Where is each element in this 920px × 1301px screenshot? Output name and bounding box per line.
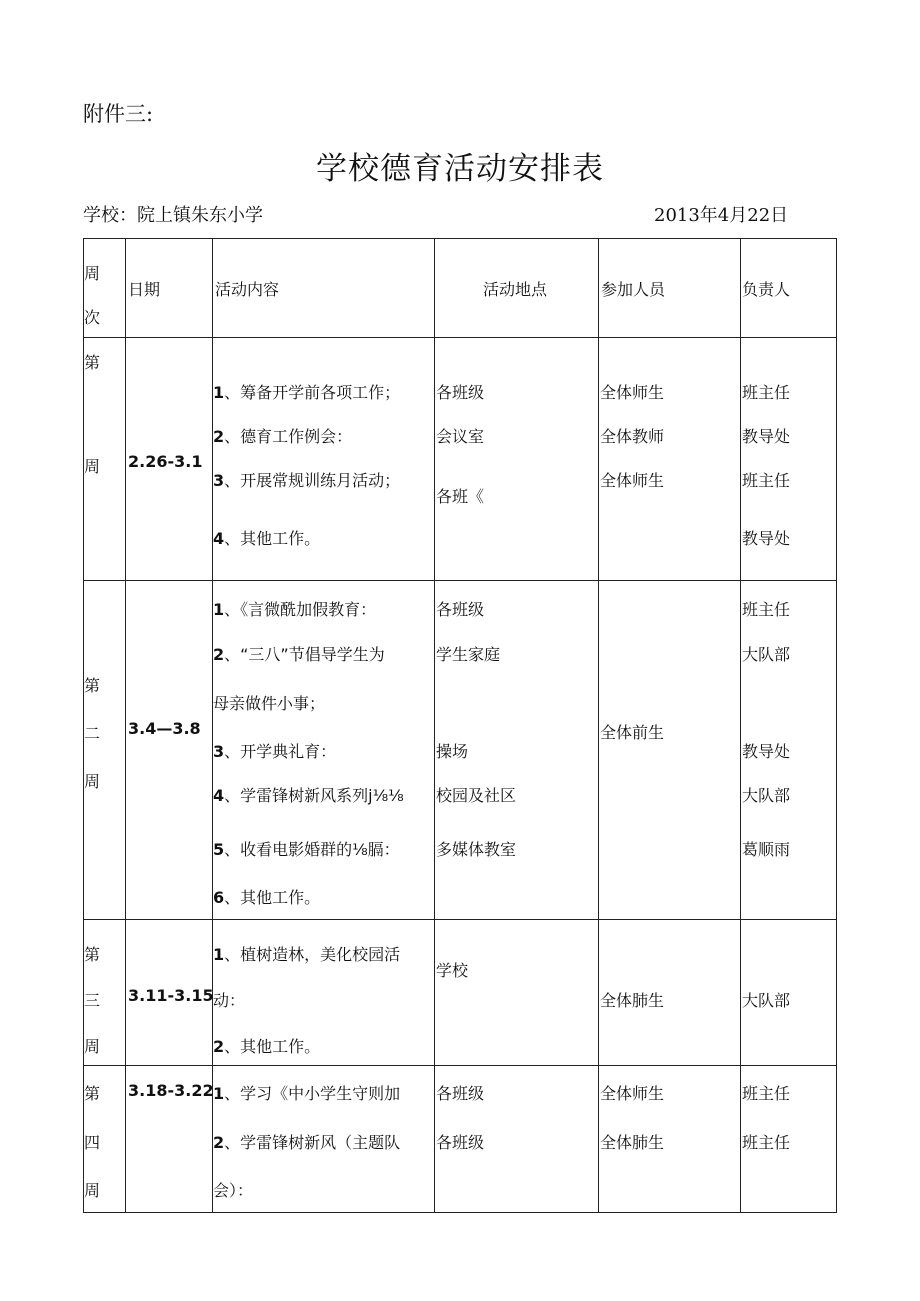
owner-line: 大队部: [742, 991, 791, 1010]
participants-line: 全体前生: [600, 723, 665, 742]
location-line: 学校: [436, 961, 469, 980]
week-char: 四: [84, 1133, 101, 1152]
owner-cell: [741, 338, 837, 581]
week-char: 周: [84, 1037, 101, 1056]
content-line: 4、其他工作。: [213, 529, 321, 548]
content-line: 1、学习《中小学生守则加: [213, 1084, 401, 1103]
content-line: 3、开学典礼育：: [213, 742, 337, 761]
attachment-label: 附件三:: [83, 102, 154, 126]
header-week: [84, 239, 126, 338]
owner-line: 大队部: [742, 786, 791, 805]
location-line: 各班级: [436, 383, 485, 402]
location-line: 各班级: [436, 1133, 485, 1152]
week-char: 周: [84, 772, 101, 791]
header-date-label: 日期: [128, 280, 161, 299]
participants-cell: [599, 920, 741, 1066]
week-cell: [84, 1066, 126, 1213]
location-cell: [435, 920, 599, 1066]
content-line: 4、学雷锋树新风系列j⅛⅛: [213, 786, 404, 805]
week-cell: [84, 581, 126, 920]
document-title: 学校德育活动安排表: [316, 151, 604, 187]
date-range: 3.4—3.8: [128, 719, 201, 738]
owner-line: 班主任: [742, 1084, 791, 1103]
week-char: 三: [84, 991, 101, 1010]
content-cell: [213, 1066, 435, 1213]
date-cell: [126, 920, 213, 1066]
content-line: 2、学雷锋树新风（主题队: [213, 1133, 401, 1152]
week-cell: [84, 920, 126, 1066]
week-char: 周: [84, 457, 101, 476]
content-cell: [213, 338, 435, 581]
content-line: 3、开展常规训练月活动；: [213, 471, 401, 490]
owner-line: 班主任: [742, 471, 791, 490]
header-participants-label: 参加人员: [601, 280, 666, 299]
participants-line: 全体肺生: [600, 1133, 665, 1152]
table-row: [84, 920, 837, 1066]
content-line: 母亲做件小事；: [213, 694, 326, 713]
header-content-label: 活动内容: [215, 280, 280, 299]
header-content: [213, 239, 435, 338]
participants-cell: [599, 1066, 741, 1213]
participants-line: 全体肺生: [600, 991, 665, 1010]
participants-line: 全体师生: [600, 1084, 665, 1103]
participants-line: 全体教师: [600, 427, 665, 446]
owner-cell: [741, 581, 837, 920]
table-row: [84, 1066, 837, 1213]
content-line: 5、收看电影婚群的⅛膈：: [213, 840, 400, 859]
week-char: 第: [84, 1084, 101, 1103]
week-char: 二: [84, 724, 101, 743]
content-line: 1、《言微酰加假教育：: [213, 600, 377, 619]
location-line: 各班级: [436, 600, 485, 619]
header-location: [435, 239, 599, 338]
owner-line: 班主任: [742, 383, 791, 402]
content-line: 2、其他工作。: [213, 1037, 321, 1056]
owner-line: 葛顺雨: [742, 840, 791, 859]
header-week-char: 周: [84, 264, 101, 283]
location-line: 校园及社区: [436, 786, 517, 805]
header-owner: [741, 239, 837, 338]
date-range: 3.18-3.22: [128, 1081, 214, 1100]
content-cell: [213, 920, 435, 1066]
week-char: 第: [84, 945, 101, 964]
week-char: 第: [84, 676, 101, 695]
header-participants: [599, 239, 741, 338]
owner-line: 教导处: [742, 742, 791, 761]
location-cell: [435, 581, 599, 920]
participants-cell: [599, 581, 741, 920]
content-line: 2、“三八”节倡导学生为: [213, 645, 385, 664]
location-line: 各班《: [436, 487, 485, 506]
date-cell: [126, 1066, 213, 1213]
owner-line: 班主任: [742, 600, 791, 619]
location-line: 多媒体教室: [436, 840, 517, 859]
participants-cell: [599, 338, 741, 581]
school-name: 学校：院上镇朱东小学: [83, 205, 263, 226]
date-cell: [126, 581, 213, 920]
location-line: 操场: [436, 742, 469, 761]
table-row: [84, 338, 837, 581]
content-line: 6、其他工作。: [213, 888, 321, 907]
owner-line: 教导处: [742, 529, 791, 548]
location-cell: [435, 1066, 599, 1213]
header-owner-label: 负责人: [742, 280, 791, 299]
location-line: 各班级: [436, 1084, 485, 1103]
date-range: 2.26-3.1: [128, 452, 203, 471]
content-cell: [213, 581, 435, 920]
week-cell: [84, 338, 126, 581]
week-char: 第: [84, 353, 101, 372]
date-cell: [126, 338, 213, 581]
participants-line: 全体师生: [600, 383, 665, 402]
owner-cell: [741, 920, 837, 1066]
document-date: 2013年4月22日: [654, 205, 789, 226]
content-line: 会）：: [213, 1181, 254, 1200]
location-line: 会议室: [436, 427, 485, 446]
date-range: 3.11-3.15: [128, 986, 214, 1005]
owner-line: 大队部: [742, 645, 791, 664]
header-row: [84, 239, 837, 338]
location-cell: [435, 338, 599, 581]
owner-cell: [741, 1066, 837, 1213]
owner-line: 教导处: [742, 427, 791, 446]
location-line: 学生家庭: [436, 645, 501, 664]
participants-line: 全体师生: [600, 471, 665, 490]
header-location-label: 活动地点: [483, 280, 548, 299]
activity-schedule-table: [83, 238, 837, 1213]
content-line: 1、植树造林，美化校园活: [213, 945, 401, 964]
content-line: 动：: [213, 991, 246, 1010]
table-row: [84, 581, 837, 920]
content-line: 2、德育工作例会：: [213, 427, 353, 446]
week-char: 周: [84, 1181, 101, 1200]
content-line: 1、筹备开学前各项工作；: [213, 383, 401, 402]
header-week-char: 次: [84, 308, 101, 327]
header-date: [126, 239, 213, 338]
owner-line: 班主任: [742, 1133, 791, 1152]
